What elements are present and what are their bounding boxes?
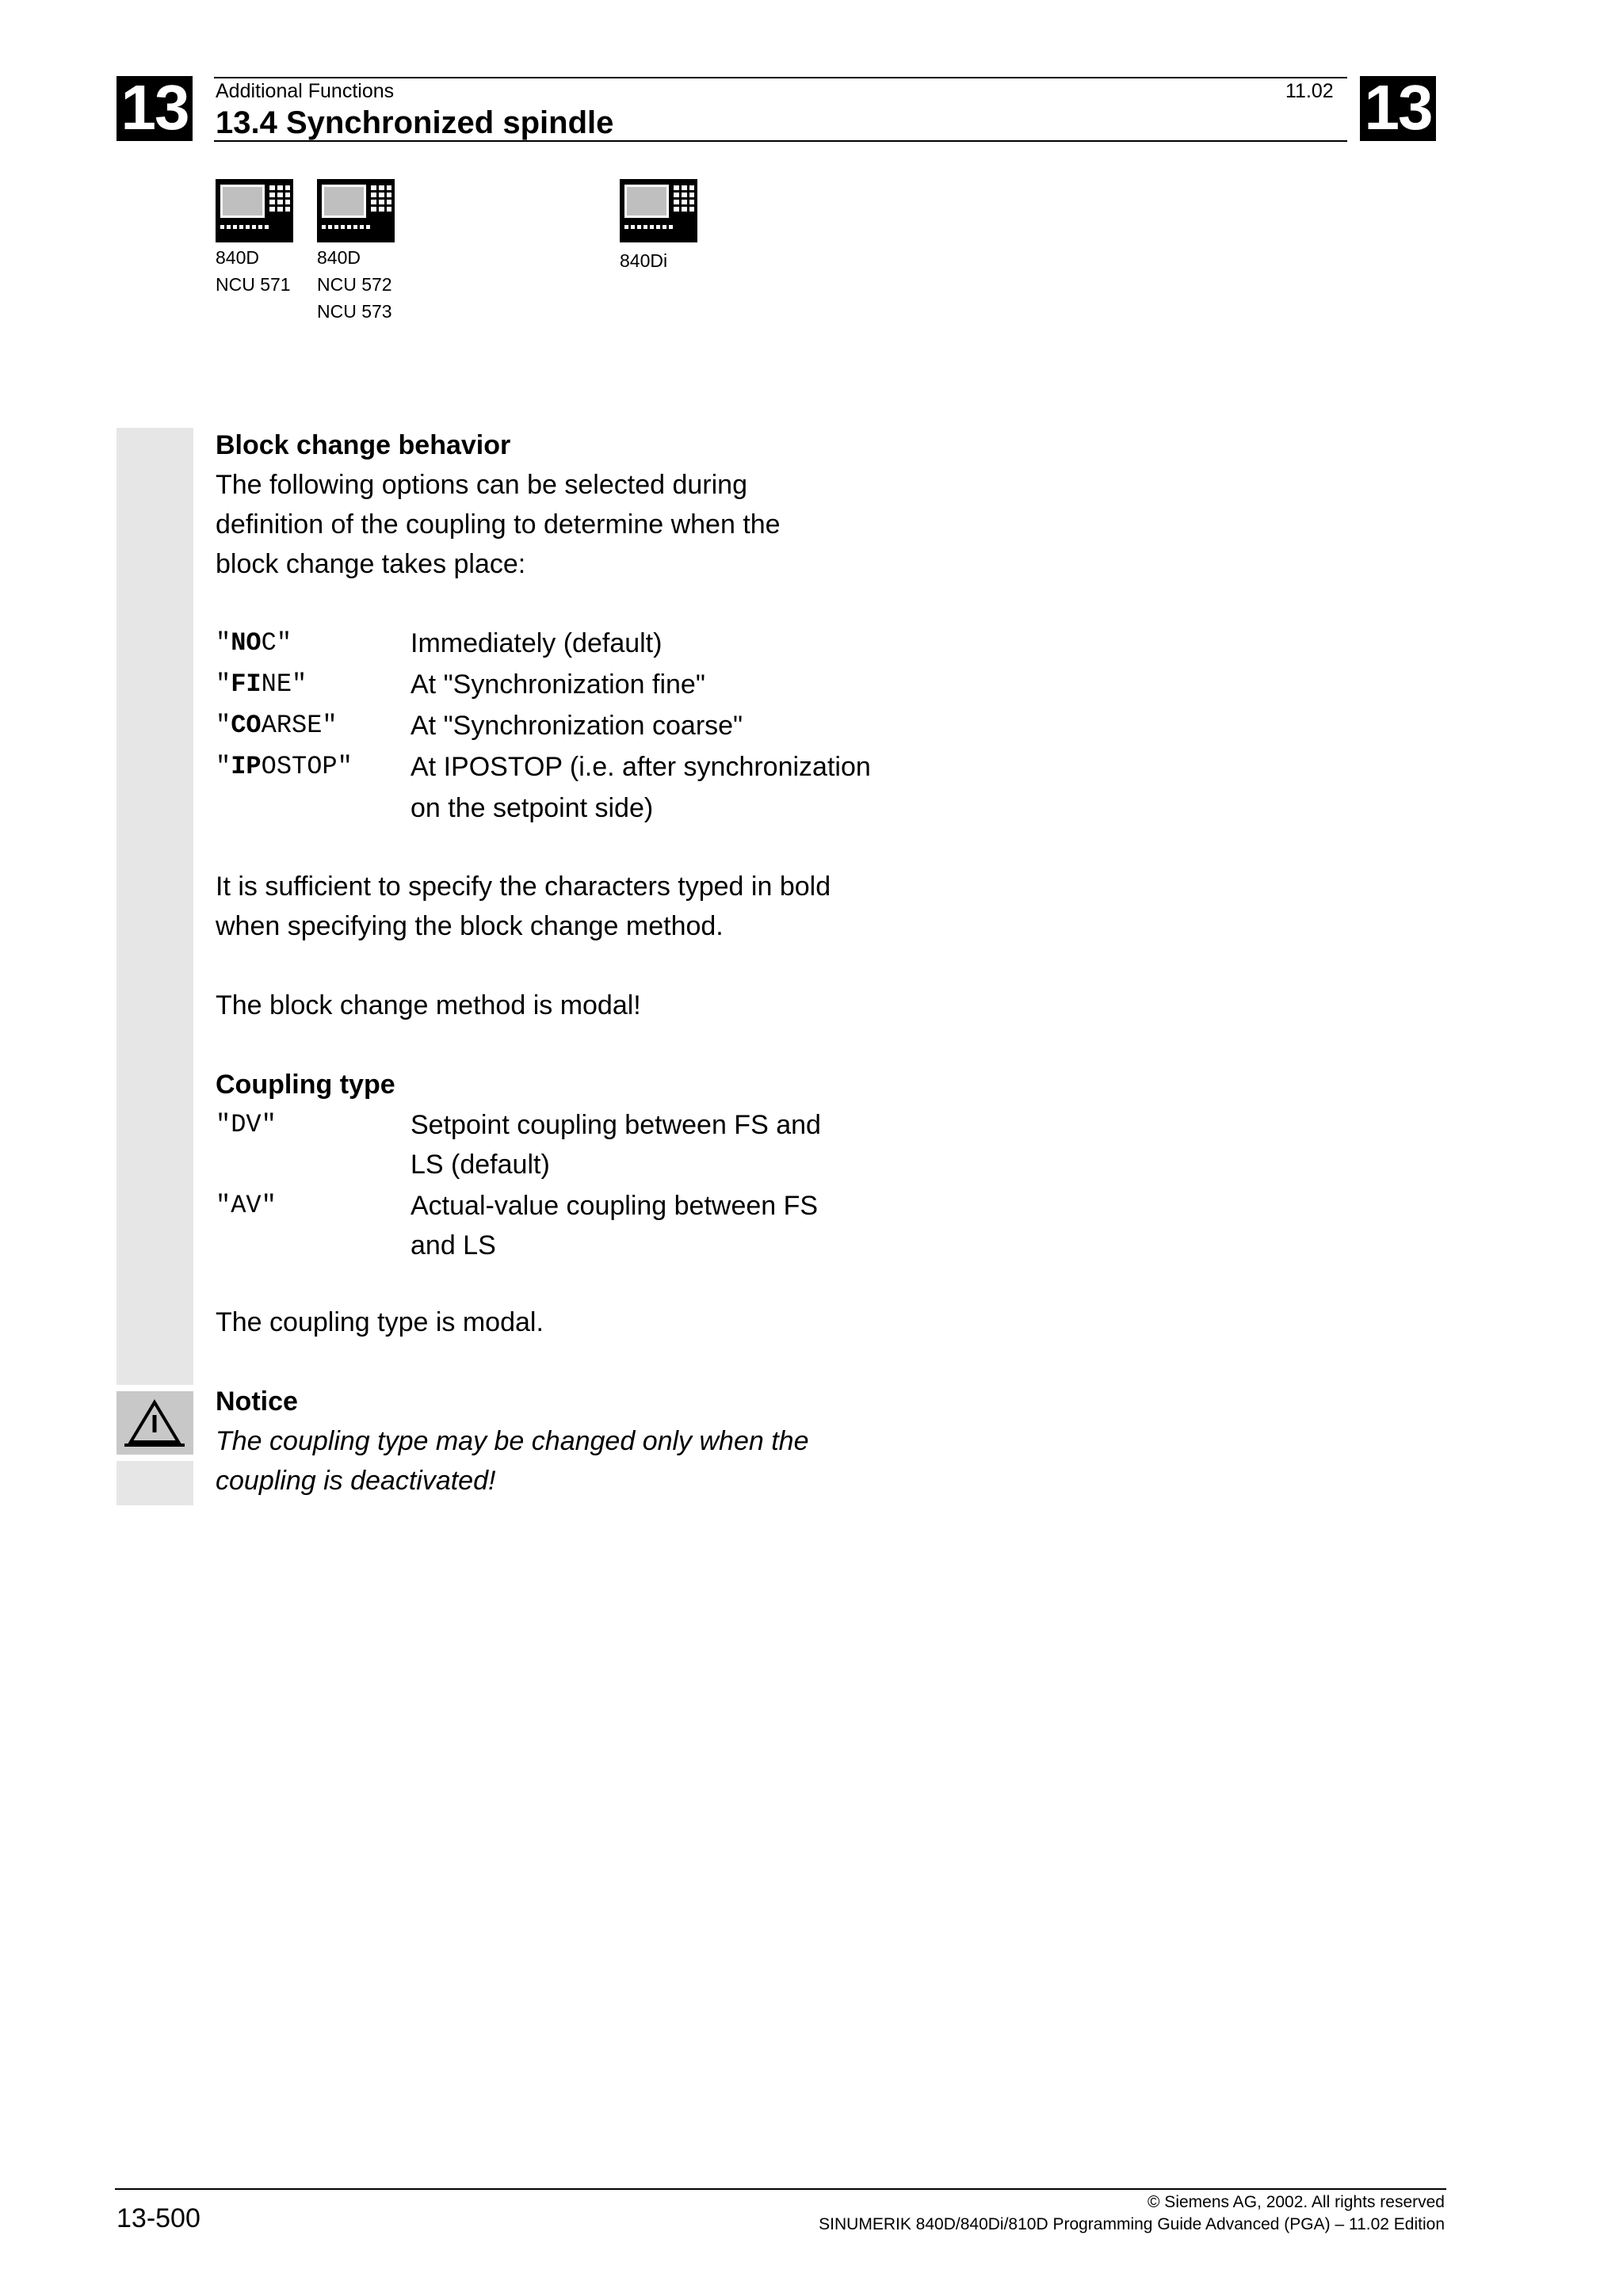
controller-label: 840D NCU 571	[216, 247, 291, 295]
option-description: Immediately (default)	[411, 628, 663, 658]
notice-text: coupling is deactivated!	[216, 1466, 496, 1496]
header-bottom-rule	[214, 140, 1347, 142]
warning-triangle-icon	[116, 1391, 193, 1455]
coupling-description: Actual-value coupling between FS	[411, 1191, 819, 1221]
block-change-note: when specifying the block change method.	[216, 911, 724, 941]
controller-label: 840D NCU 572 NCU 573	[317, 247, 392, 322]
block-change-heading: Block change behavior	[216, 430, 511, 460]
option-description: on the setpoint side)	[411, 793, 654, 823]
edition-label: 11.02	[1285, 80, 1334, 102]
option-description: At IPOSTOP (i.e. after synchronization	[411, 752, 871, 782]
coupling-type-heading: Coupling type	[216, 1070, 395, 1100]
control-panel-icon	[317, 179, 395, 242]
control-panel-icon	[620, 179, 697, 242]
coupling-description: Setpoint coupling between FS and	[411, 1110, 821, 1140]
page-number: 13-500	[116, 2203, 200, 2233]
chapter-tab-right: 13	[1360, 76, 1436, 141]
block-change-note: It is sufficient to specify the characters typed in bold	[216, 871, 831, 902]
controller-label: 840Di	[620, 250, 668, 271]
option-code: "FINE"	[216, 669, 307, 699]
option-code: "NOC"	[216, 628, 292, 658]
copyright: © Siemens AG, 2002. All rights reserved	[1148, 2193, 1445, 2211]
control-panel-icon	[216, 179, 293, 242]
option-code: "IPOSTOP"	[216, 752, 353, 781]
chapter-tab-left: 13	[116, 76, 193, 141]
margin-bar	[116, 428, 193, 1385]
block-change-modal-note: The block change method is modal!	[216, 990, 641, 1020]
margin-bar	[116, 1461, 193, 1505]
warning-box	[116, 1391, 193, 1455]
notice-text: The coupling type may be changed only when the	[216, 1426, 809, 1456]
header-top-rule	[214, 77, 1347, 78]
document-title: SINUMERIK 840D/840Di/810D Programming Guide Advanced (PGA) – 11.02 Edition	[819, 2215, 1445, 2233]
coupling-code: "DV"	[216, 1110, 277, 1139]
coupling-description: and LS	[411, 1230, 496, 1261]
option-description: At "Synchronization fine"	[411, 669, 705, 700]
block-change-intro: The following options can be selected during	[216, 470, 747, 500]
block-change-intro: block change takes place:	[216, 549, 526, 579]
coupling-code: "AV"	[216, 1191, 277, 1220]
notice-heading: Notice	[216, 1386, 298, 1417]
coupling-description: LS (default)	[411, 1150, 550, 1180]
footer-rule	[115, 2188, 1446, 2190]
option-description: At "Synchronization coarse"	[411, 711, 743, 741]
coupling-modal-note: The coupling type is modal.	[216, 1307, 544, 1337]
option-code: "COARSE"	[216, 711, 338, 740]
section-label: Additional Functions	[216, 80, 395, 102]
block-change-intro: definition of the coupling to determine when the	[216, 509, 781, 540]
page-title: 13.4 Synchronized spindle	[216, 105, 614, 140]
